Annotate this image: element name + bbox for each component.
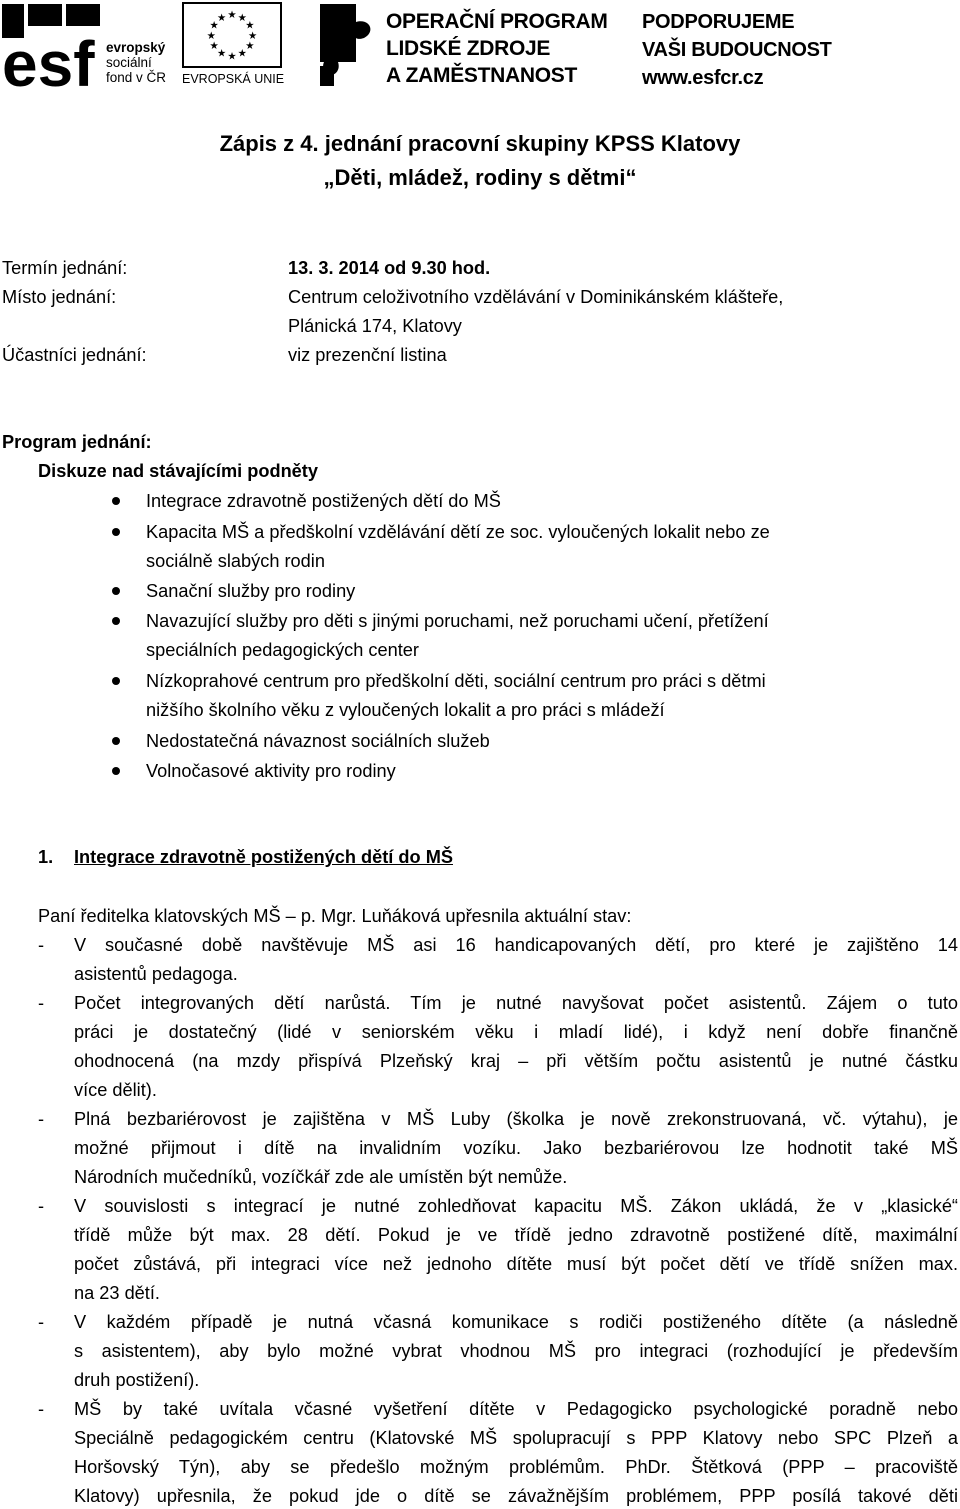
esf-logo-text xyxy=(106,40,166,85)
dash-marker: - xyxy=(38,1196,45,1216)
bullet-icon xyxy=(112,677,120,685)
paragraph-line: ohodnocená (na mzdy přispívá Plzeňský kraj – při větším počtu asistentů je nutné částku xyxy=(74,1051,958,1071)
svg-text:★: ★ xyxy=(217,11,227,24)
list-item: Volnočasové aktivity pro rodiny xyxy=(146,761,396,781)
op-line3: A ZAMĚSTNANOST xyxy=(386,64,578,87)
svg-text:★: ★ xyxy=(248,29,258,42)
participants-label: Účastníci jednání: xyxy=(2,345,147,365)
list-item-cont: sociálně slabých rodin xyxy=(146,551,325,571)
paragraph-line: třídě může být max. 28 dětí. Pokud je ve třídě jedno zdravotně postižené dítě, maximální xyxy=(74,1225,958,1245)
op-line1: OPERAČNÍ PROGRAM xyxy=(386,10,608,33)
list-item: Nedostatečná návaznost sociálních služeb xyxy=(146,731,490,751)
dash-marker: - xyxy=(38,993,45,1013)
pv-website-link[interactable]: www.esfcr.cz xyxy=(642,67,764,89)
paragraph-line: MŠ by také uvítala včasné vyšetření dítěte v Pedagogicko psychologické poradně nebo xyxy=(74,1399,958,1419)
section-title: Integrace zdravotně postižených dětí do MŠ xyxy=(74,847,453,867)
paragraph-line: V každém případě je nutná včasná komunikace s rodiči postiženého dítěte (a následně xyxy=(74,1312,958,1332)
slogan-block xyxy=(642,8,832,92)
esf-line1: evropský xyxy=(106,40,166,55)
esf-line3: fond v ČR xyxy=(106,70,167,85)
paragraph-line: Speciálně pedagogickém centru (Klatovské MŠ spolupracují s PPP Klatovy nebo SPC Plzeň a xyxy=(74,1428,958,1448)
eu-label: EVROPSKÁ UNIE xyxy=(182,72,285,86)
puzzle-logo-icon xyxy=(318,2,378,88)
paragraph-line: více dělit). xyxy=(74,1080,157,1100)
esf-line2: sociální xyxy=(106,55,152,70)
list-item-cont: speciálních pedagogických center xyxy=(146,640,419,660)
svg-text:★: ★ xyxy=(227,50,237,63)
list-item-cont: nižšího školního věku z vyloučených lokalit a pro práci s mládeží xyxy=(146,700,665,720)
svg-text:★: ★ xyxy=(227,9,237,22)
bullet-icon xyxy=(112,737,120,745)
paragraph-line: V současné době navštěvuje MŠ asi 16 handicapovaných dětí, pro které je zajištěno 14 xyxy=(74,935,958,955)
svg-text:★: ★ xyxy=(245,40,255,53)
list-item: Kapacita MŠ a předškolní vzdělávání dětí ze soc. vyloučených lokalit nebo ze xyxy=(146,522,770,542)
term-value: 13. 3. 2014 od 9.30 hod. xyxy=(288,258,491,278)
section-intro: Paní ředitelka klatovských MŠ – p. Mgr. Luňáková upřesnila aktuální stav: xyxy=(38,906,632,926)
bullet-icon xyxy=(112,497,120,505)
svg-text:★: ★ xyxy=(245,19,255,32)
eu-logo xyxy=(182,2,286,88)
paragraph-line: V souvislosti s integrací je nutné zohledňovat kapacitu MŠ. Zákon ukládá, že v „klasické“ xyxy=(74,1196,958,1216)
paragraph-line: Plná bezbariérovost je zajištěna v MŠ Luby (školka je nově zrekonstruovaná, vč. výtahu), je xyxy=(74,1109,958,1129)
dash-marker: - xyxy=(38,1399,45,1419)
bullet-icon xyxy=(112,587,120,595)
paragraph-line: možné přijmout i dítě na invalidním vozíku. Jako bezbariérovou lze hodnotit také MŠ xyxy=(74,1138,958,1158)
svg-text:★: ★ xyxy=(209,40,219,53)
paragraph-line: s asistentem), aby bylo možné vybrat vhodnou MŠ pro integraci (rozhodující je především xyxy=(74,1341,958,1361)
paragraph-line: Klatovy) upřesnila, že pokud jde o dítě se závažnějším problémem, PPP posílá takové děti xyxy=(74,1486,958,1506)
svg-text:★: ★ xyxy=(217,47,227,60)
esf-logo xyxy=(2,4,174,88)
esf-logo-mark xyxy=(2,4,100,88)
paragraph-line: Národních mučedníků, vozíčkář zde ale umístěn být nemůže. xyxy=(74,1167,568,1187)
op-line2: LIDSKÉ ZDROJE xyxy=(386,37,551,60)
svg-text:★: ★ xyxy=(206,29,216,42)
paragraph-line: Počet integrovaných dětí narůstá. Tím je nutné navyšovat počet asistentů. Zájem o tuto xyxy=(74,993,958,1013)
paragraph-line: Horšovský Týn), aby se předešlo možným problémům. PhDr. Štětková (PPP – pracoviště xyxy=(74,1457,958,1477)
paragraph-line: práci je dostatečný (lidé v seniorském věku i mladí lidé), i když není dobře finančně xyxy=(74,1022,958,1042)
dash-marker: - xyxy=(38,1109,45,1129)
list-item: Nízkoprahové centrum pro předškolní děti, sociální centrum pro práci s dětmi xyxy=(146,671,766,691)
dash-marker: - xyxy=(38,935,45,955)
bullet-icon xyxy=(112,528,120,536)
program-heading: Program jednání: xyxy=(2,432,152,452)
esf-letters: esf xyxy=(2,28,95,88)
bullet-icon xyxy=(112,767,120,775)
paragraph-line: druh postižení). xyxy=(74,1370,200,1390)
eu-stars-icon xyxy=(182,2,282,68)
dash-marker: - xyxy=(38,1312,45,1332)
list-item: Navazující služby pro děti s jinými poruchami, než poruchami učení, přetížení xyxy=(146,611,769,631)
term-label: Termín jednání: xyxy=(2,258,128,278)
svg-text:★: ★ xyxy=(209,19,219,32)
participants-value: viz prezenční listina xyxy=(288,345,447,365)
place-value-line2: Plánická 174, Klatovy xyxy=(288,316,462,336)
pv-line1: PODPORUJEME xyxy=(642,11,795,33)
program-subheading: Diskuze nad stávajícími podněty xyxy=(38,461,318,481)
svg-text:★: ★ xyxy=(237,47,247,60)
place-value-line1: Centrum celoživotního vzdělávání v Dominikánském klášteře, xyxy=(288,287,784,307)
document-title: Zápis z 4. jednání pracovní skupiny KPSS Klatovy xyxy=(219,131,741,156)
place-label: Místo jednání: xyxy=(2,287,117,307)
page-header xyxy=(0,0,960,92)
paragraph-line: počet zůstává, při integraci více než jednoho dítěte musí být počet dětí ve třídě snížen max. xyxy=(74,1254,958,1274)
paragraph-line: na 23 dětí. xyxy=(74,1283,160,1303)
svg-text:★: ★ xyxy=(237,11,247,24)
section-number: 1. xyxy=(38,847,54,867)
op-program-name xyxy=(386,8,608,89)
bullet-icon xyxy=(112,617,120,625)
document-subtitle: „Děti, mládež, rodiny s dětmi“ xyxy=(323,165,637,190)
list-item: Sanační služby pro rodiny xyxy=(146,581,356,601)
list-item: Integrace zdravotně postižených dětí do MŠ xyxy=(146,491,501,511)
pv-line2: VAŠI BUDOUCNOST xyxy=(642,39,832,61)
paragraph-line: asistentů pedagoga. xyxy=(74,964,238,984)
